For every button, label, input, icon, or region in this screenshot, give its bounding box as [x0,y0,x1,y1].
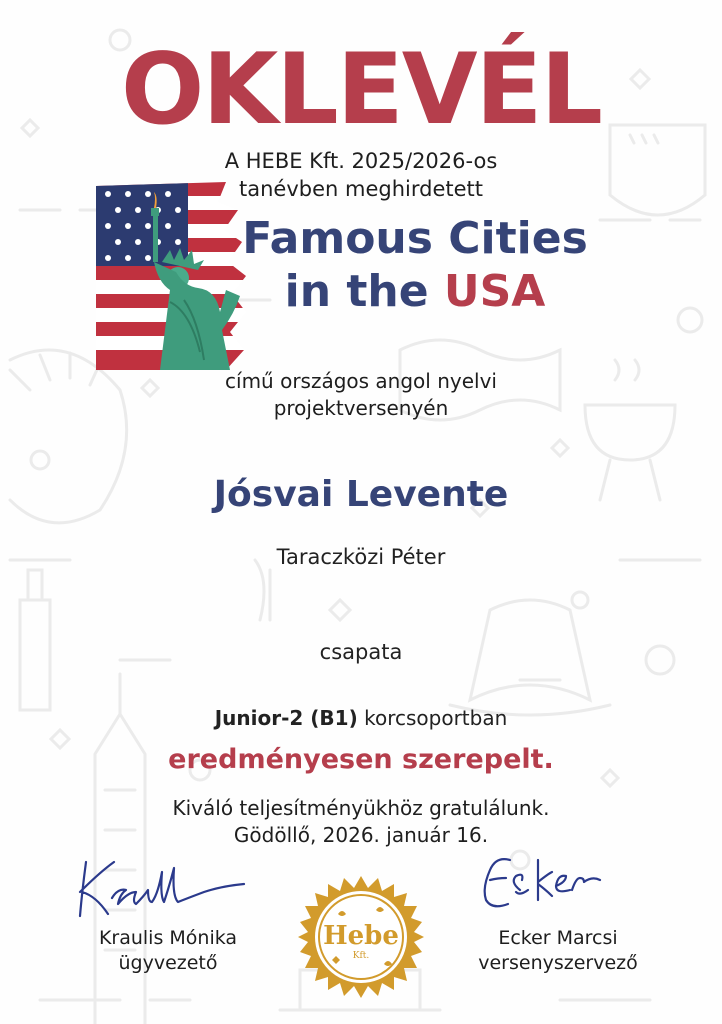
hebe-seal-logo [298,874,424,1000]
result-text: eredményesen szerepelt. [168,744,554,775]
competition-title-in-the: in the [284,266,444,317]
congratulations-text: Kiváló teljesítményükhöz gratulálunk. [172,796,550,820]
seal-suffix: Kft. [352,951,370,961]
competition-title-line-1: Famous Cities [242,213,588,264]
seal-brand: Hebe [323,921,399,951]
signature-right-role: versenyszervező [478,952,638,974]
winner-name: Jósvai Levente [213,474,509,515]
congratulations-block [0,795,722,849]
place-and-date: Gödöllő, 2026. január 16. [233,823,489,847]
age-group-suffix: korcsoportban [357,706,508,730]
description-line-2: projektversenyén [273,396,449,420]
signature-right-name: Ecker Marcsi [498,927,618,949]
description-line-1: című országos angol nyelvi [225,369,497,393]
competition-title-usa: USA [443,266,546,317]
signature-left-role: ügyvezető [118,952,218,974]
signature-left-handwritten [72,852,262,922]
competition-title [200,212,630,318]
competition-title-line-2 [200,265,630,318]
age-group-name: Junior-2 (B1) [214,706,358,730]
competition-description [0,368,722,422]
signature-left-block [58,926,278,976]
age-group-line [0,706,722,730]
signature-right-handwritten [480,852,640,912]
signature-right-block [448,926,668,976]
signature-left-name: Kraulis Mónika [98,927,238,949]
diploma-title: OKLEVÉL [121,33,601,147]
intro-line-2: tanévben meghirdetett [239,177,483,201]
team-label: csapata [319,640,403,664]
team-member-name: Taraczközi Péter [276,545,446,569]
intro-line-1: A HEBE Kft. 2025/2026-os [224,149,498,173]
